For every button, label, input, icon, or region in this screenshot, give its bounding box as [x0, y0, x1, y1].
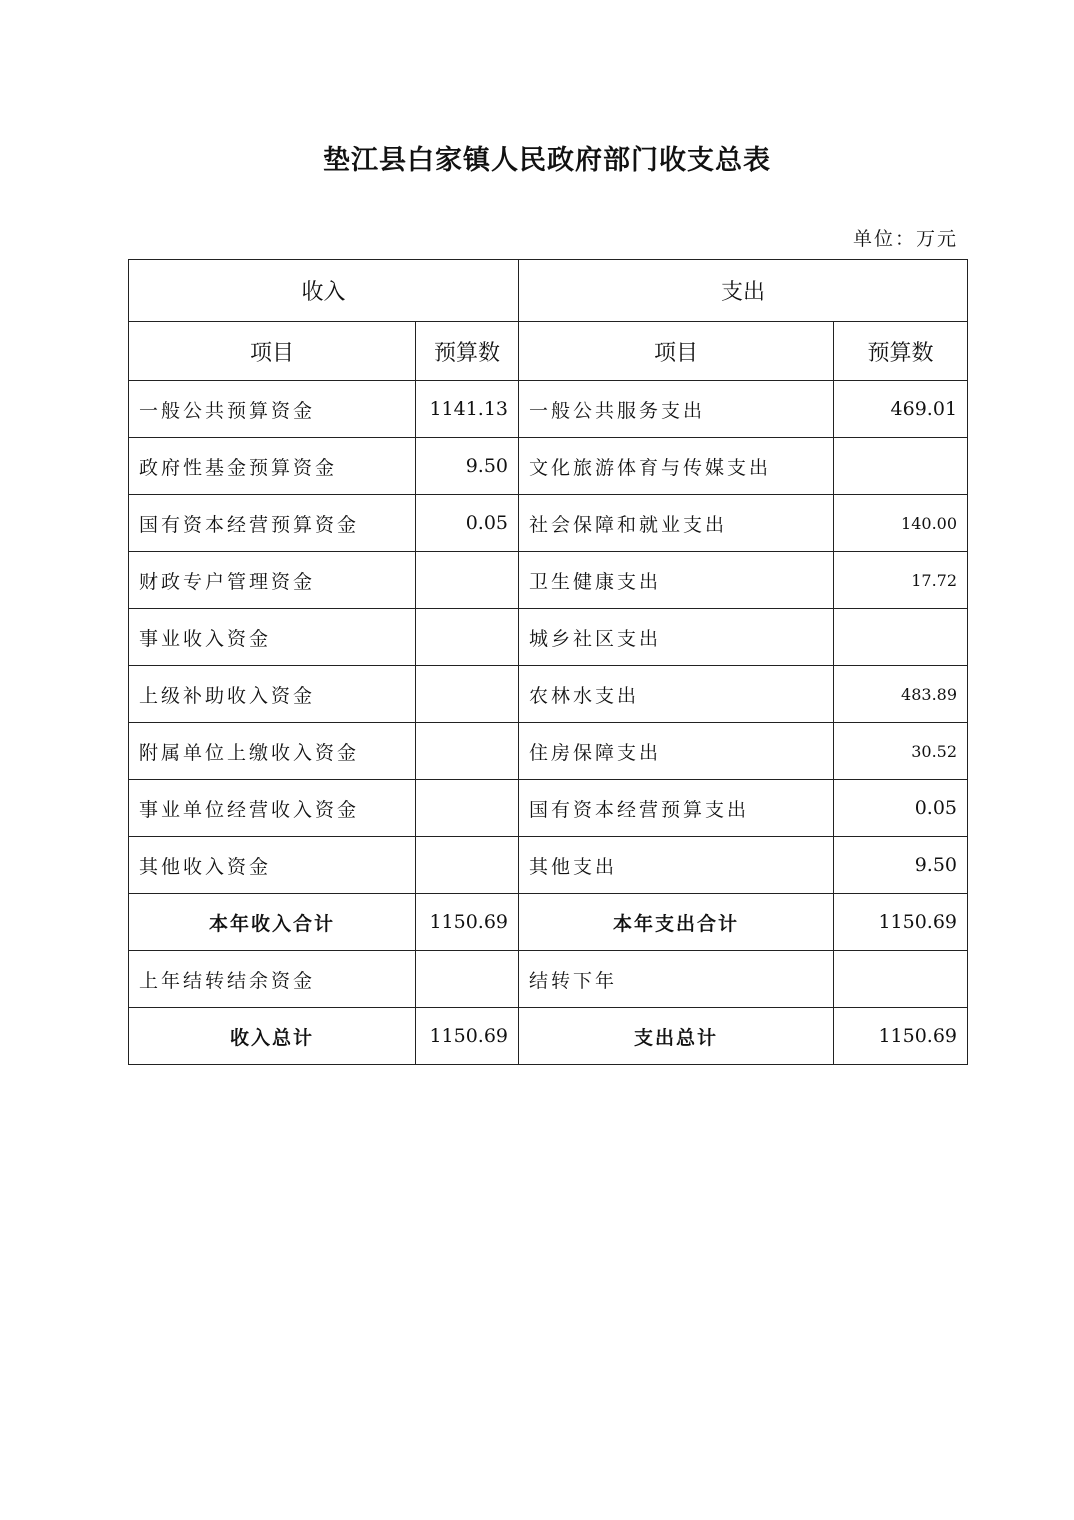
income-budget-header: 预算数: [416, 322, 519, 381]
income-value: 1141.13: [416, 381, 519, 438]
income-carry-item: 上年结转结余资金: [129, 951, 416, 1008]
expense-value: [834, 609, 968, 666]
expense-value: 469.01: [834, 381, 968, 438]
table-row: [129, 780, 968, 837]
unit-label: 单位：万元: [852, 228, 958, 250]
table-row: [129, 666, 968, 723]
table-row: [129, 495, 968, 552]
income-value: [416, 552, 519, 609]
income-year-total-value: 1150.69: [416, 894, 519, 951]
expense-year-total-label: 本年支出合计: [519, 894, 834, 951]
income-item: 上级补助收入资金: [129, 666, 416, 723]
income-grand-total-value: 1150.69: [416, 1008, 519, 1065]
expense-item: 其他支出: [519, 837, 834, 894]
expense-value: [834, 438, 968, 495]
carry-over-row: [129, 951, 968, 1008]
expense-item: 住房保障支出: [519, 723, 834, 780]
income-header: 收入: [129, 260, 519, 322]
income-grand-total-label: 收入总计: [129, 1008, 416, 1065]
table-row: [129, 837, 968, 894]
expense-item: 社会保障和就业支出: [519, 495, 834, 552]
table-subheader-row: [129, 322, 968, 381]
income-value: [416, 723, 519, 780]
year-total-row: [129, 894, 968, 951]
expense-budget-header: 预算数: [834, 322, 968, 381]
expense-item: 卫生健康支出: [519, 552, 834, 609]
income-item: 一般公共预算资金: [129, 381, 416, 438]
expense-item-header: 项目: [519, 322, 834, 381]
expense-header: 支出: [519, 260, 968, 322]
income-item: 财政专户管理资金: [129, 552, 416, 609]
expense-grand-total-label: 支出总计: [519, 1008, 834, 1065]
expense-item: 国有资本经营预算支出: [519, 780, 834, 837]
income-item: 其他收入资金: [129, 837, 416, 894]
income-year-total-label: 本年收入合计: [129, 894, 416, 951]
expense-carry-value: [834, 951, 968, 1008]
expense-carry-item: 结转下年: [519, 951, 834, 1008]
income-item: 国有资本经营预算资金: [129, 495, 416, 552]
income-value: 0.05: [416, 495, 519, 552]
budget-summary-table: [128, 259, 968, 1065]
income-value: 9.50: [416, 438, 519, 495]
income-item-header: 项目: [129, 322, 416, 381]
expense-value: 0.05: [834, 780, 968, 837]
expense-grand-total-value: 1150.69: [834, 1008, 968, 1065]
table-row: [129, 552, 968, 609]
income-value: [416, 837, 519, 894]
income-value: [416, 780, 519, 837]
table-row: [129, 381, 968, 438]
table-row: [129, 609, 968, 666]
grand-total-row: [129, 1008, 968, 1065]
table-row: [129, 723, 968, 780]
income-carry-value: [416, 951, 519, 1008]
income-value: [416, 609, 519, 666]
expense-value: 17.72: [834, 552, 968, 609]
expense-item: 农林水支出: [519, 666, 834, 723]
table-header-row: [129, 260, 968, 322]
income-item: 事业收入资金: [129, 609, 416, 666]
expense-year-total-value: 1150.69: [834, 894, 968, 951]
expense-value: 9.50: [834, 837, 968, 894]
table-row: [129, 438, 968, 495]
expense-value: 30.52: [834, 723, 968, 780]
page-title: 垫江县白家镇人民政府部门收支总表: [323, 145, 771, 176]
income-item: 附属单位上缴收入资金: [129, 723, 416, 780]
income-item: 事业单位经营收入资金: [129, 780, 416, 837]
expense-item: 一般公共服务支出: [519, 381, 834, 438]
expense-value: 140.00: [834, 495, 968, 552]
income-value: [416, 666, 519, 723]
expense-item: 文化旅游体育与传媒支出: [519, 438, 834, 495]
expense-item: 城乡社区支出: [519, 609, 834, 666]
expense-value: 483.89: [834, 666, 968, 723]
income-item: 政府性基金预算资金: [129, 438, 416, 495]
